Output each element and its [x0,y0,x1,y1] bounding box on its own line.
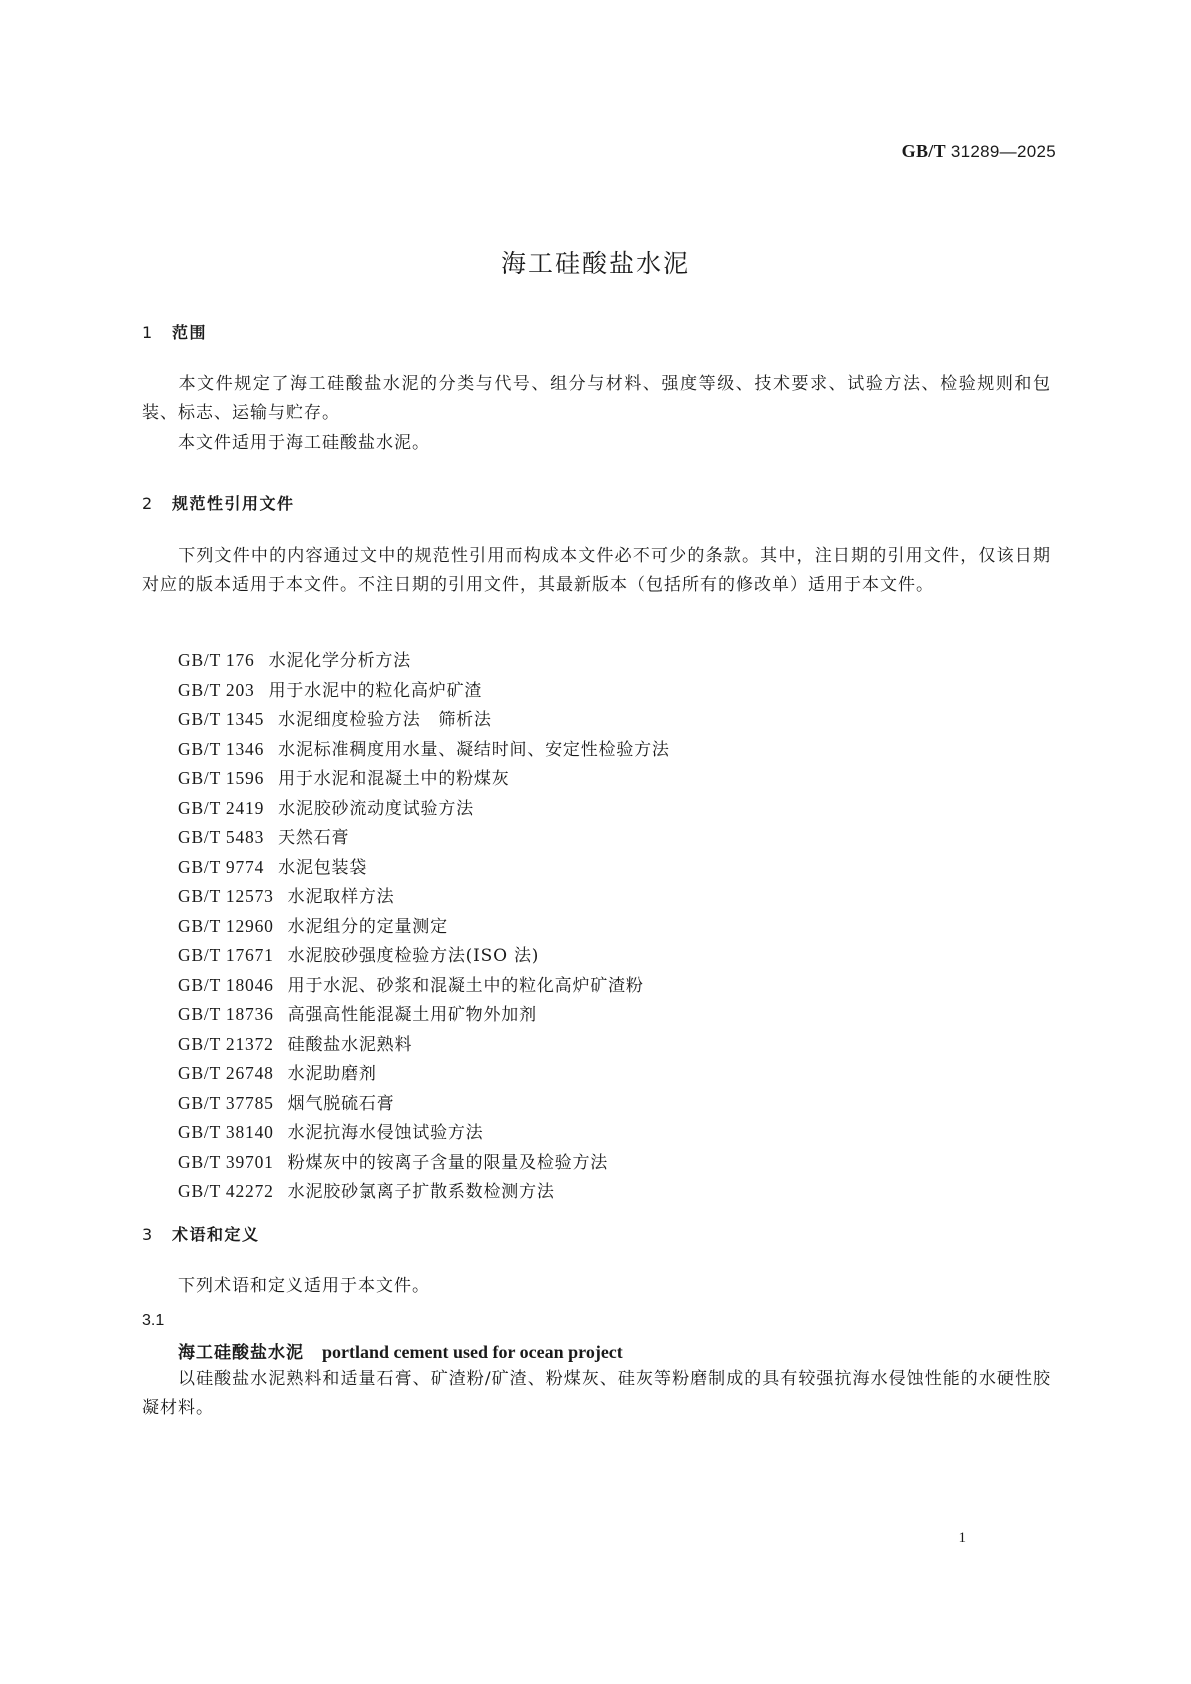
reference-code: GB/T 203 [178,679,255,700]
reference-item [178,705,978,735]
reference-code: GB/T 17671 [178,945,274,965]
reference-item [178,1177,978,1207]
term-number: 3.1 [142,1312,165,1329]
reference-item [178,676,978,706]
reference-code: GB/T 42272 [178,1181,274,1201]
reference-item [178,1148,978,1178]
reference-code: GB/T 38140 [178,1122,274,1142]
terms-intro: 下列术语和定义适用于本文件。 [178,1276,430,1296]
reference-code: GB/T 18046 [178,974,274,995]
reference-item [178,794,978,824]
reference-title: 水泥标准稠度用水量、凝结时间、安定性检验方法 [278,739,670,760]
reference-code: GB/T 1596 [178,768,265,788]
term-entry [178,1338,623,1363]
reference-title: 天然石膏 [278,828,350,848]
section-title: 范围 [172,323,208,342]
section-number: 3 [142,1225,154,1244]
reference-title: 水泥取样方法 [287,887,395,907]
reference-code: GB/T 37785 [178,1092,274,1113]
document-title: 海工硅酸盐水泥 [500,249,690,278]
reference-title: 水泥组分的定量测定 [287,916,448,937]
reference-code: GB/T 12573 [178,886,274,906]
term-english: portland cement used for ocean project [322,1342,623,1362]
reference-item [178,971,978,1001]
section-title: 术语和定义 [172,1225,260,1244]
reference-item [178,646,978,676]
reference-title: 高强高性能混凝土用矿物外加剂 [287,1005,537,1025]
reference-item [178,1030,978,1060]
standard-prefix: GB/T [901,141,946,161]
reference-title: 硅酸盐水泥熟料 [287,1034,413,1055]
section-heading-scope [142,320,207,343]
section-number: 2 [142,494,154,513]
reference-title: 水泥胶砂氯离子扩散系数检测方法 [287,1182,555,1202]
reference-title: 烟气脱硫石膏 [287,1093,395,1114]
reference-item [178,823,978,853]
reference-item [178,1118,978,1148]
reference-title: 粉煤灰中的铵离子含量的限量及检验方法 [287,1152,609,1173]
term-chinese: 海工硅酸盐水泥 [178,1343,304,1363]
reference-code: GB/T 5483 [178,827,265,847]
reference-item [178,1000,978,1030]
reference-item [178,853,978,883]
reference-title: 用于水泥、砂浆和混凝土中的粒化高炉矿渣粉 [287,975,644,996]
section-number: 1 [142,323,154,342]
reference-code: GB/T 9774 [178,856,265,877]
reference-item [178,882,978,912]
reference-title: 水泥胶砂强度检验方法(ISO 法) [287,946,540,966]
normative-references-intro: 下列文件中的内容通过文中的规范性引用而构成本文件必不可少的条款。其中，注日期的引用文件，仅该日期对应的版本适用于本文件。不注日期的引用文件，其最新版本（包括所有的修改单）适用于本文件。 [142,546,1051,595]
reference-title: 水泥细度检验方法 筛析法 [278,710,492,730]
reference-code: GB/T 18736 [178,1004,274,1024]
reference-title: 水泥包装袋 [278,857,368,878]
reference-code: GB/T 1345 [178,709,265,729]
term-definition: 以硅酸盐水泥熟料和适量石膏、矿渣粉/矿渣、粉煤灰、硅灰等粉磨制成的具有较强抗海水侵蚀性能的水硬性胶凝材料。 [142,1369,1051,1418]
reference-title: 水泥胶砂流动度试验方法 [278,798,474,819]
reference-item [178,941,978,971]
scope-paragraph-2: 本文件适用于海工硅酸盐水泥。 [178,433,430,453]
reference-title: 水泥化学分析方法 [268,651,411,671]
reference-item [178,912,978,942]
reference-item [178,764,978,794]
reference-code: GB/T 176 [178,650,255,670]
reference-code: GB/T 39701 [178,1151,274,1172]
reference-item [178,735,978,765]
reference-title: 水泥抗海水侵蚀试验方法 [287,1123,484,1143]
reference-code: GB/T 21372 [178,1033,274,1054]
reference-code: GB/T 2419 [178,797,265,818]
reference-item [178,1059,978,1089]
reference-title: 用于水泥和混凝土中的粉煤灰 [278,769,510,789]
page-number: 1 [958,1530,966,1546]
section-heading-normative-references [142,491,295,514]
section-heading-terms [142,1222,260,1245]
reference-code: GB/T 26748 [178,1063,274,1083]
standard-number: 31289—2025 [950,142,1056,161]
reference-code: GB/T 12960 [178,915,274,936]
reference-code: GB/T 1346 [178,738,265,759]
reference-title: 用于水泥中的粒化高炉矿渣 [268,680,483,701]
reference-title: 水泥助磨剂 [287,1064,377,1084]
reference-list [178,646,978,1207]
scope-paragraph-1: 本文件规定了海工硅酸盐水泥的分类与代号、组分与材料、强度等级、技术要求、试验方法、检验规则和包装、标志、运输与贮存。 [142,374,1051,423]
section-title: 规范性引用文件 [172,494,295,513]
standard-code [902,141,1056,162]
reference-item [178,1089,978,1119]
